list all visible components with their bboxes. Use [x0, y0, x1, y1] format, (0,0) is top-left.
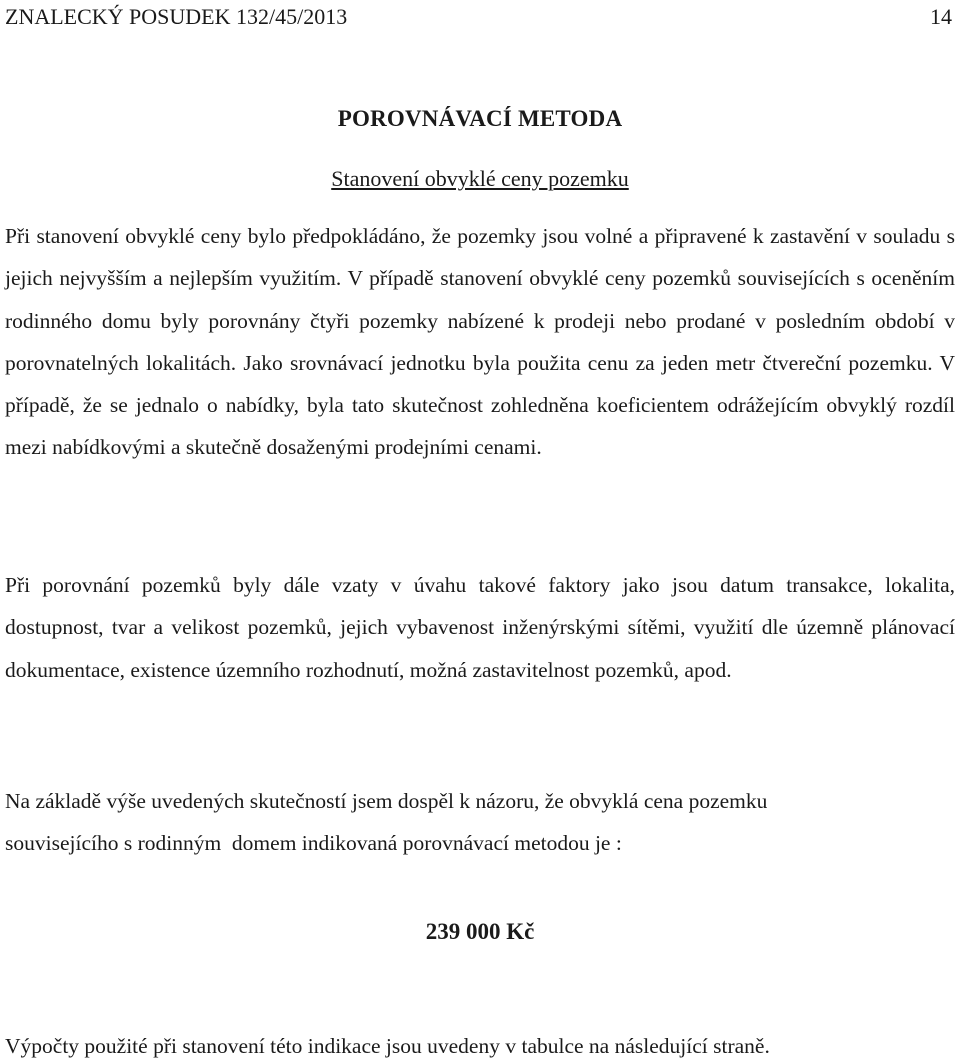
indicated-price: 239 000 Kč [425, 919, 535, 944]
page-number: 14 [930, 4, 952, 29]
section-subtitle: Stanovení obvyklé ceny pozemku [331, 166, 629, 191]
paragraph-comparison-factors: Při porovnání pozemků byly dále vzaty v úvahu takové faktory jako jsou datum transakce, lokalita, dostupnost, tvar a velikost pozemků, jejich vybavenost inženýrskými sítěmi, využití dle územně plánovací dokumentace, existence územního rozhodnutí, možná zastavitelnost pozemků, apod. [5, 573, 955, 682]
footer-note: Výpočty použité při stanovení této indikace jsou uvedeny v tabulce na následující straně. [5, 1034, 770, 1058]
conclusion-line-1: Na základě výše uvedených skutečností jsem dospěl k názoru, že obvyklá cena pozemku [5, 789, 768, 813]
paragraph-valuation-basis: Při stanovení obvyklé ceny bylo předpokládáno, že pozemky jsou volné a připravené k zastavění v souladu s jejich nejvyšším a nejlepším využitím. V případě stanovení obvyklé ceny pozemků souvisejících s oceněním rodinného domu byly porovnány čtyři pozemky nabízené k prodeji nebo prodané v posledním období v porovnatelných lokalitách. Jako srovnávací jednotku byla použita cenu za jeden metr čtvereční pozemku. V případě, že se jednalo o nabídky, byla tato skutečnost zohledněna koeficientem odrážejícím obvyklý rozdíl mezi nabídkovými a skutečně dosaženými prodejními cenami. [5, 224, 955, 460]
section-title: POROVNÁVACÍ METODA [337, 106, 623, 131]
paragraph-conclusion [5, 780, 955, 865]
report-title: ZNALECKÝ POSUDEK 132/45/2013 [5, 4, 348, 29]
page-header [5, 2, 952, 32]
conclusion-line-2: souvisejícího s rodinným domem indikovaná porovnávací metodou je : [5, 831, 622, 856]
